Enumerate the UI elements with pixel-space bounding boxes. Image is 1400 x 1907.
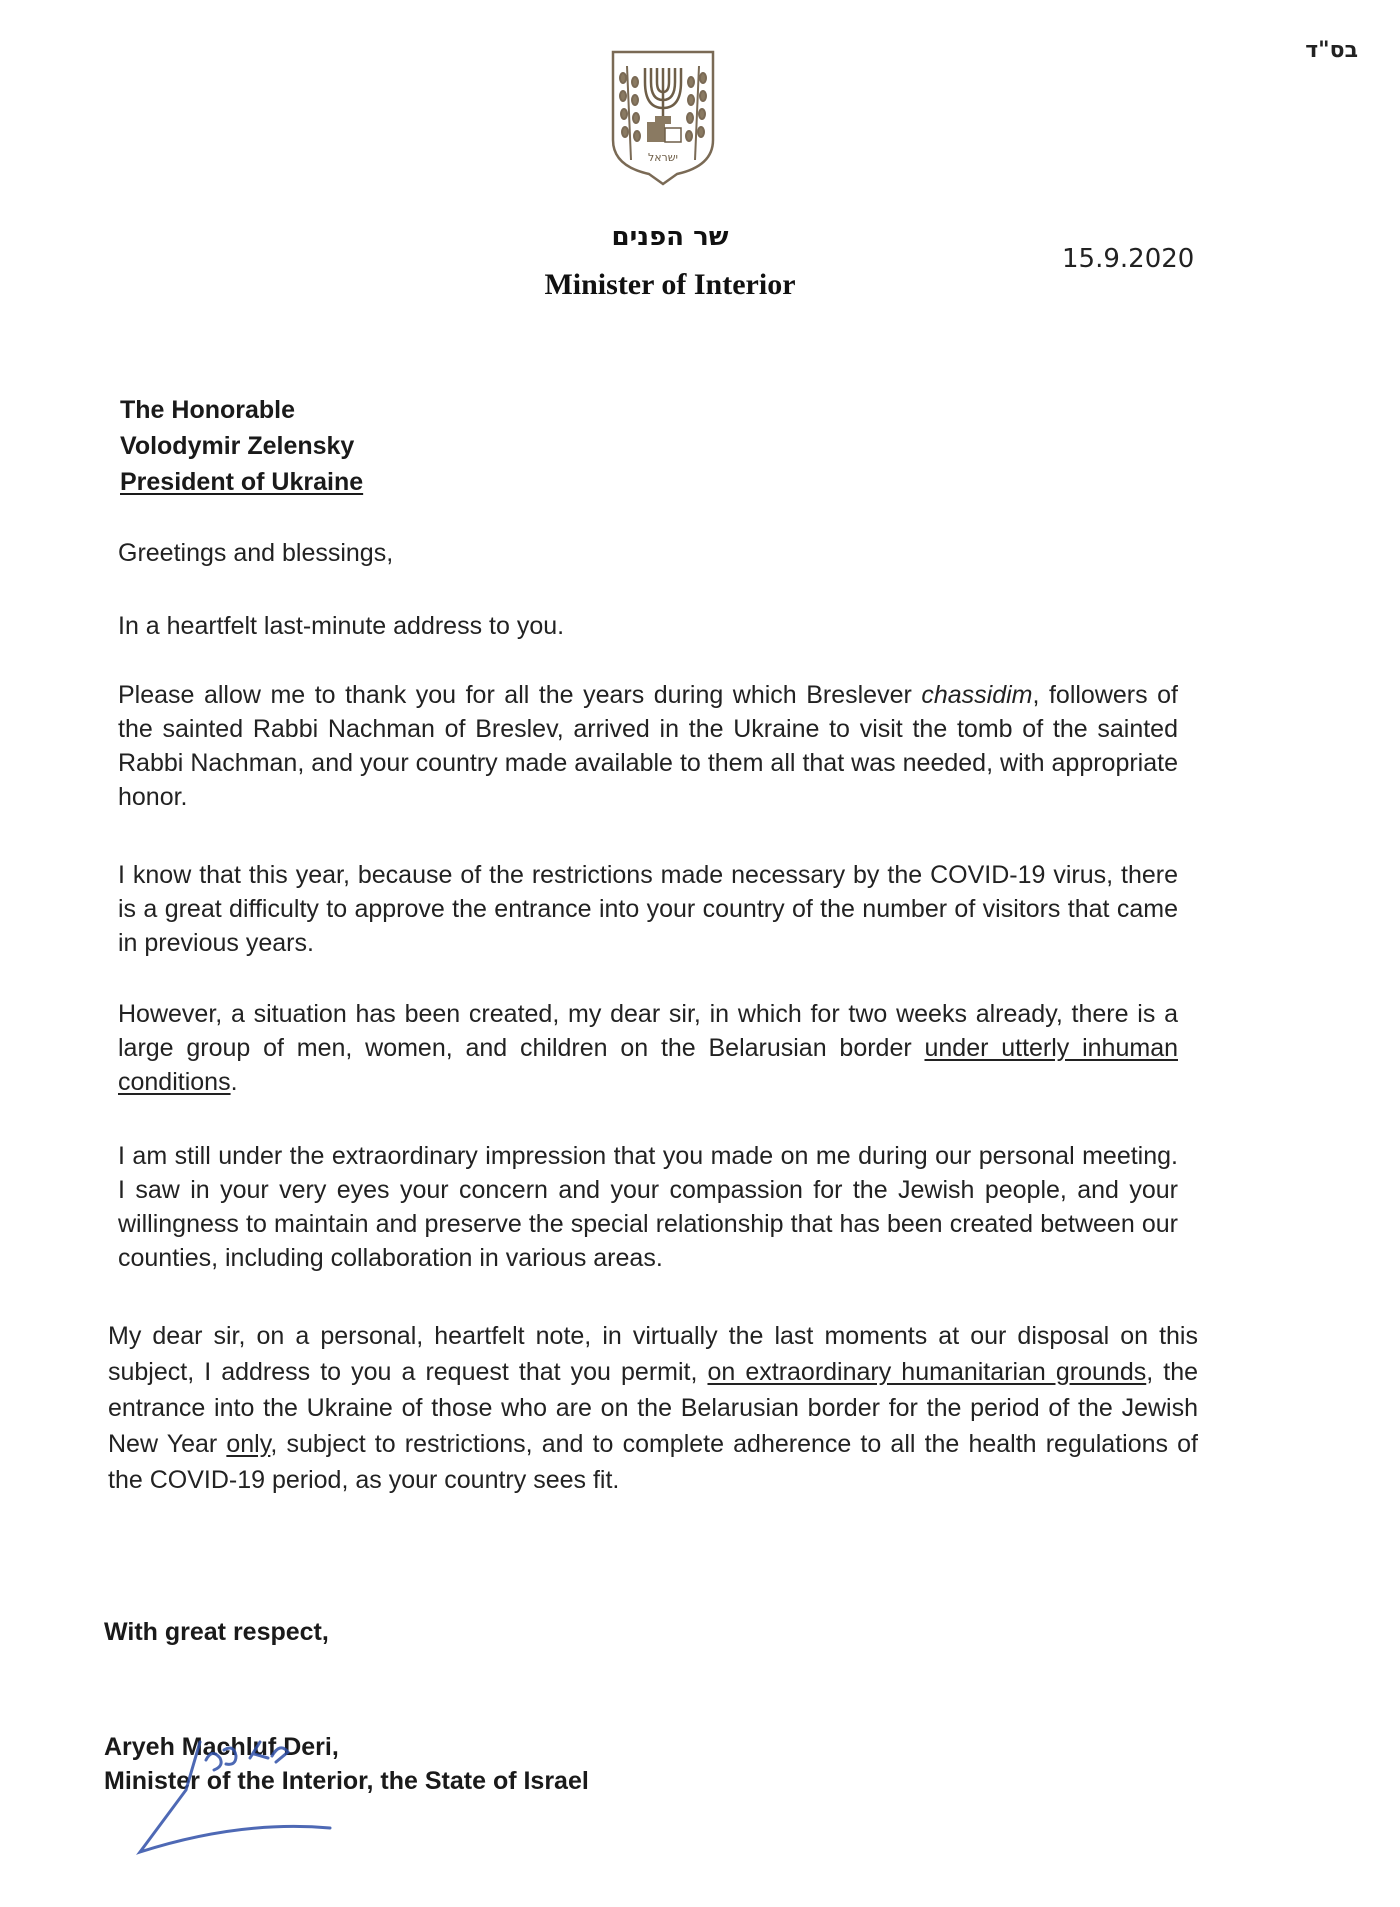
recipient-name: Volodymir Zelensky xyxy=(120,432,355,460)
emblem-caption: ישראל xyxy=(647,151,679,164)
text-run: Please allow me to thank you for all the years during which Breslever xyxy=(118,681,922,709)
letter-date: 15.9.2020 xyxy=(1062,244,1195,274)
text-run: , the entrance into the Ukraine of those who are on the Belarusian border for the period of the Jewish New Year xyxy=(108,1358,1199,1458)
intro-paragraph: In a heartfelt last-minute address to you. xyxy=(118,612,565,640)
paragraph-covid-restrictions: I know that this year, because of the restrictions made necessary by the COVID-19 virus, there is a great difficulty to approve the entrance into your country of the number of visitors that came in previous years. xyxy=(118,861,1178,957)
text-run: . xyxy=(230,1068,238,1096)
underlined-phrase: only xyxy=(226,1430,271,1458)
text-run: My dear sir, on a personal, heartfelt note, in virtually the last moments at our disposal on this subject, I address to you a request that you permit, xyxy=(108,1322,1198,1386)
paragraph-meeting: I am still under the extraordinary impression that you made on me during our personal meeting. I saw in your very eyes your concern and your compassion for the Jewish people, and your willingness to maintain and preserve the special relationship that has been created between our counties, including collaboration in various areas. xyxy=(118,1142,1178,1272)
text-run: , subject to restrictions, and to complete adherence to all the health regulations of the COVID-19 period, as your country sees fit. xyxy=(108,1430,1198,1494)
signatory-position: Minister of the Interior, the State of Israel xyxy=(104,1767,589,1795)
underlined-phrase: on extraordinary humanitarian grounds xyxy=(707,1358,1147,1386)
recipient-block xyxy=(120,392,363,500)
closing-salutation: With great respect, xyxy=(104,1618,329,1646)
text-run: , followers of the sainted Rabbi Nachman of Breslev, arrived in the Ukraine to visit the tomb of the sainted Rabbi Nachman, and your country made available to them all that was needed, with appropriate honor. xyxy=(118,681,1178,811)
underlined-phrase: under utterly inhuman conditions xyxy=(118,1034,1178,1096)
recipient-title: President of Ukraine xyxy=(120,468,364,496)
recipient-honorific: The Honorable xyxy=(120,396,296,424)
paragraph-request xyxy=(108,1318,1198,1498)
hebrew-ministry-title: שר הפנים xyxy=(611,222,729,252)
italic-term: chassidim xyxy=(921,681,1033,709)
hebrew-header-note: בס"ד xyxy=(1305,38,1358,63)
state-emblem-icon xyxy=(607,48,719,188)
text-run: However, a situation has been created, my dear sir, in which for two weeks already, there is a large group of men, women, and children on the Belarusian border xyxy=(118,1000,1178,1062)
ministry-title: Minister of Interior xyxy=(544,268,796,301)
paragraph-border-situation xyxy=(118,997,1178,1099)
signatory-name: Aryeh Machluf Deri, xyxy=(104,1733,339,1761)
paragraph-thanks xyxy=(118,678,1178,814)
greeting: Greetings and blessings, xyxy=(118,539,394,567)
signatory-block xyxy=(104,1730,589,1798)
